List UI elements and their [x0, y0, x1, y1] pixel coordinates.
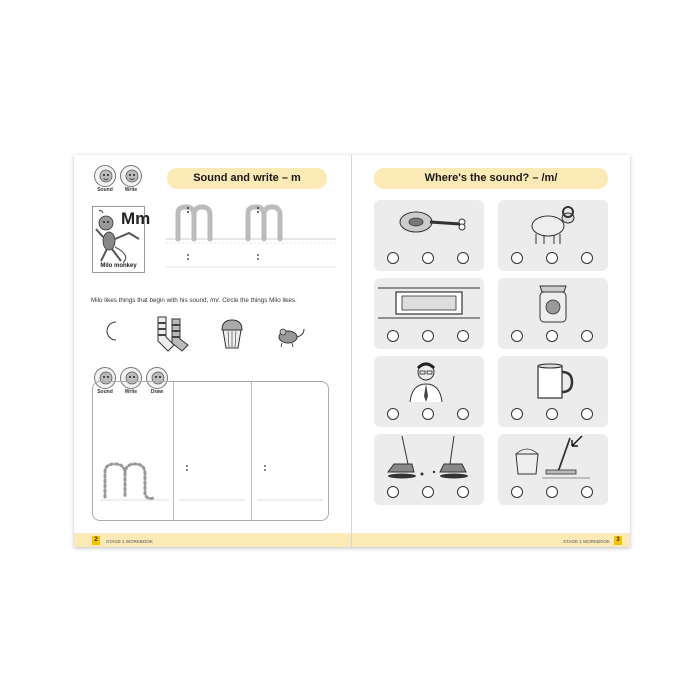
- left-page: [74, 155, 352, 547]
- answer-circle[interactable]: [546, 408, 558, 420]
- picture-cell: [374, 434, 484, 505]
- page-footer: [352, 533, 630, 547]
- answer-circle[interactable]: [511, 252, 523, 264]
- answer-circle[interactable]: [581, 252, 593, 264]
- mop-icon: [498, 434, 608, 484]
- letter-card: [92, 206, 151, 273]
- badge-label: Write: [124, 389, 138, 395]
- answer-circle[interactable]: [422, 486, 434, 498]
- moon-icon[interactable]: [102, 320, 124, 342]
- writing-area[interactable]: [92, 381, 329, 521]
- monkey-face-icon: [124, 168, 140, 184]
- man-icon: [374, 356, 484, 406]
- sound-badge: [94, 165, 116, 187]
- ham-icon: [374, 200, 484, 250]
- answer-circle[interactable]: [422, 330, 434, 342]
- answer-circle[interactable]: [387, 252, 399, 264]
- answer-circle[interactable]: [546, 330, 558, 342]
- page-footer: [74, 533, 351, 547]
- letter-tracing-guide[interactable]: [166, 203, 336, 269]
- dotted-letter-guide: [93, 382, 330, 522]
- muddy-feet-icon: [374, 434, 484, 484]
- answer-circle[interactable]: [457, 252, 469, 264]
- badge-label: Sound: [97, 389, 113, 395]
- badge-label: Write: [124, 187, 138, 193]
- answer-circle[interactable]: [457, 486, 469, 498]
- answer-circle[interactable]: [546, 252, 558, 264]
- answer-circle[interactable]: [581, 330, 593, 342]
- answer-circle[interactable]: [387, 330, 399, 342]
- badge-label: Draw: [150, 389, 164, 395]
- answer-circle[interactable]: [546, 486, 558, 498]
- picture-cell: [498, 434, 608, 505]
- picture-cell: [498, 278, 608, 349]
- page-title: Sound and write – m: [167, 168, 327, 189]
- answer-circle[interactable]: [457, 330, 469, 342]
- answer-circle[interactable]: [511, 408, 523, 420]
- socks-icon[interactable]: [152, 315, 192, 353]
- monkey-face-icon: [98, 168, 114, 184]
- mouse-icon[interactable]: [274, 325, 306, 349]
- mug-icon: [498, 356, 608, 406]
- muffin-icon[interactable]: [219, 318, 245, 350]
- answer-circle[interactable]: [511, 486, 523, 498]
- page-number: 2: [92, 536, 100, 545]
- answer-circle[interactable]: [387, 408, 399, 420]
- workbook-spread: [74, 155, 630, 547]
- page-number: 3: [614, 536, 622, 545]
- answer-circle[interactable]: [422, 252, 434, 264]
- footer-text: STAGE 1 WORKBOOK: [563, 539, 610, 544]
- picture-cell: [498, 200, 608, 271]
- big-letter: Mm: [121, 209, 151, 228]
- picture-cell: [374, 356, 484, 427]
- picture-cell: [498, 356, 608, 427]
- footer-text: STAGE 1 WORKBOOK: [106, 539, 153, 544]
- picture-cell: [374, 278, 484, 349]
- ram-icon: [498, 200, 608, 250]
- jam-jar-icon: [498, 278, 608, 328]
- page-title: Where's the sound? – /m/: [374, 168, 608, 189]
- card-caption: Milo monkey: [100, 263, 137, 269]
- answer-circle[interactable]: [511, 330, 523, 342]
- right-page: [352, 155, 630, 547]
- oven-tray-icon: [374, 278, 484, 328]
- answer-circle[interactable]: [387, 486, 399, 498]
- write-badge: [120, 165, 142, 187]
- answer-circle[interactable]: [581, 408, 593, 420]
- picture-cell: [374, 200, 484, 271]
- badge-label: Sound: [97, 187, 113, 193]
- answer-circle[interactable]: [581, 486, 593, 498]
- answer-circle[interactable]: [422, 408, 434, 420]
- instruction-text: Milo likes things that begin with his sound, /m/. Circle the things Milo likes.: [91, 297, 297, 304]
- answer-circle[interactable]: [457, 408, 469, 420]
